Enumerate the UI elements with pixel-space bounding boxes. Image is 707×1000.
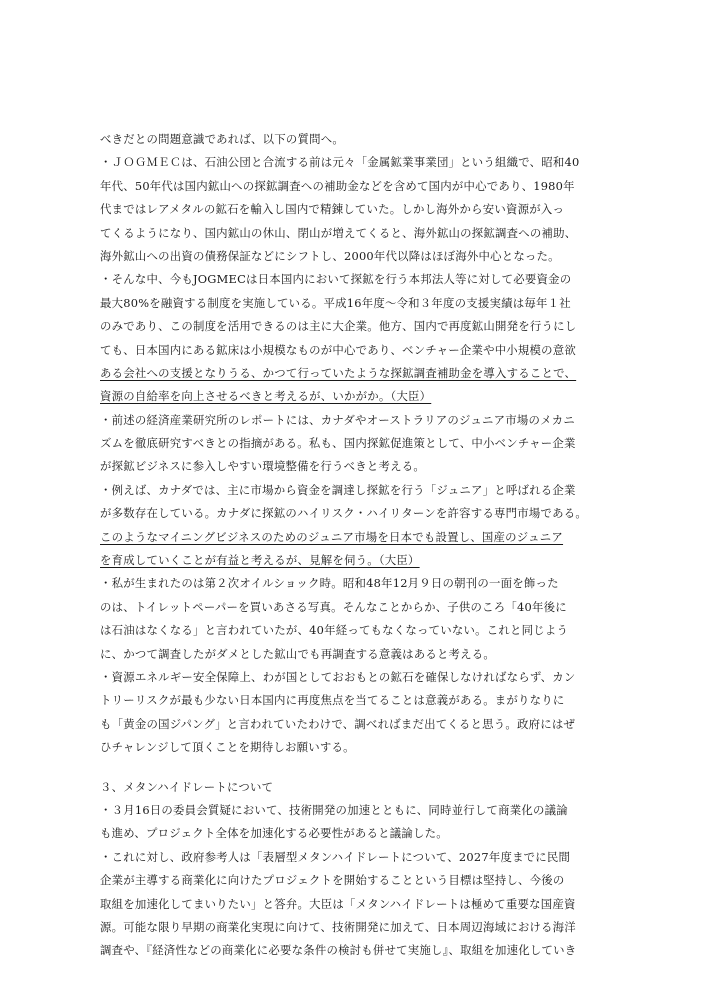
- text-line: ある会社への支援となりうる、かつて行っていたような探鉱調査補助金を導入することで、: [100, 365, 577, 380]
- text-line: に、かつて調査したがダメとした鉱山でも再調査する意義はあると考える。: [100, 646, 496, 661]
- text-line: ・ＪＯＧＭＥＣは、石油公団と合流する前は元々「金属鉱業事業団」という組織で、昭和40: [100, 155, 580, 170]
- text-line: べきだとの問題意識であれば、以下の質問へ。: [100, 132, 344, 146]
- document-body: [100, 128, 612, 963]
- text-line: ても、日本国内にある鉱床は小規模なものが中心であり、ベンチャー企業や中小規模の意欲: [100, 342, 577, 357]
- text-line: 取組を加速化してまいりたい」と答弁。大臣は「メタンハイドレートは極めて重要な国産資: [100, 896, 576, 911]
- text-line: このようなマイニングビジネスのためのジュニア市場を日本でも設置し、国産のジュニア: [100, 529, 564, 544]
- text-line: 海外鉱山への出資の債務保証などにシフトし、2000年代以降はほぼ海外中心となった。: [100, 248, 560, 263]
- text-line: ・これに対し、政府参考人は「表層型メタンハイドレートについて、2027年度までに民間: [100, 849, 571, 864]
- text-line: 調査や、『経済性などの商業化に必要な条件の検討も併せて実施し』、取組を加速化していき: [100, 943, 577, 958]
- text-line: のみであり、この制度を活用できるのは主に大企業。他方、国内で再度鉱山開発を行うにし: [100, 319, 577, 334]
- text-line: トリーリスクが最も少ない日本国内に再度焦点を当てることは意義がある。まがりなりに: [100, 693, 565, 708]
- text-line: ３、メタンハイドレートについて: [100, 779, 274, 794]
- text-line: のは、トイレットペーパーを買いあさる写真。そんなことからか、子供のころ「40年後に: [100, 599, 567, 614]
- text-line: が多数存在している。カナダに探鉱のハイリスク・ハイリターンを許容する専門市場である。: [100, 506, 587, 521]
- text-line: ・３月16日の委員会質疑において、技術開発の加速とともに、同時並行して商業化の議論: [100, 802, 568, 817]
- text-line: は石油はなくなる」と言われていたが、40年経ってもなくなっていない。これと同じよう: [100, 623, 569, 638]
- paragraph-gap: [100, 760, 612, 776]
- text-line: てくるようになり、国内鉱山の休山、閉山が増えてくると、海外鉱山の探鉱調査への補助、: [100, 225, 577, 240]
- text-line: を育成していくことが有益と考えるが、見解を伺う。（大臣）: [100, 553, 420, 568]
- text-line: ・例えば、カナダでは、主に市場から資金を調達し探鉱を行う「ジュニア」と呼ばれる企業: [100, 482, 576, 497]
- text-line: 年代、50年代は国内鉱山への探鉱調査への補助金などを含めて国内が中心であり、1980年: [100, 178, 575, 193]
- text-line: ひチャレンジして頂くことを期待しお願いする。: [100, 740, 355, 755]
- text-line: ・私が生まれたのは第２次オイルショック時。昭和48年12月９日の朝刊の一面を飾った: [100, 576, 559, 591]
- text-line: 代まではレアメタルの鉱石を輸入し国内で精錬していた。しかし海外から安い資源が入っ: [100, 202, 565, 217]
- text-line: も進め、プロジェクト全体を加速化する必要性があると議論した。: [100, 826, 448, 841]
- text-line: ・資源エネルギー安全保障上、わが国としておおもとの鉱石を確保しなければならず、カン: [100, 669, 576, 684]
- text-line: 最大80%を融資する制度を実施している。平成16年度～令和３年度の支援実績は毎年１社: [100, 295, 571, 310]
- text-line: が探鉱ビジネスに参入しやすい環境整備を行うべきと考える。: [100, 459, 425, 474]
- text-line: 源。可能な限り早期の商業化実現に向けて、技術開発に加えて、日本周辺海域における海洋: [100, 919, 576, 934]
- text-line: ・そんな中、今もJOGMECは日本国内において探鉱を行う本邦法人等に対して必要資金の: [100, 272, 572, 287]
- text-line: 企業が主導する商業化に向けたプロジェクトを開始することという目標は堅持し、今後の: [100, 873, 565, 888]
- text-line: ズムを徹底研究すべきとの指摘がある。私も、国内探鉱促進策として、中小ベンチャー企業: [100, 436, 576, 451]
- text-line: も「黄金の国ジパング」と言われていたわけで、調べればまだ出てくると思う。政府にはぜ: [100, 716, 576, 731]
- text-line: ・前述の経済産業研究所のレポートには、カナダやオーストラリアのジュニア市場のメカニ: [100, 412, 575, 427]
- text-line: 資源の自給率を向上させるべきと考えるが、いかがか。（大臣）: [100, 389, 432, 404]
